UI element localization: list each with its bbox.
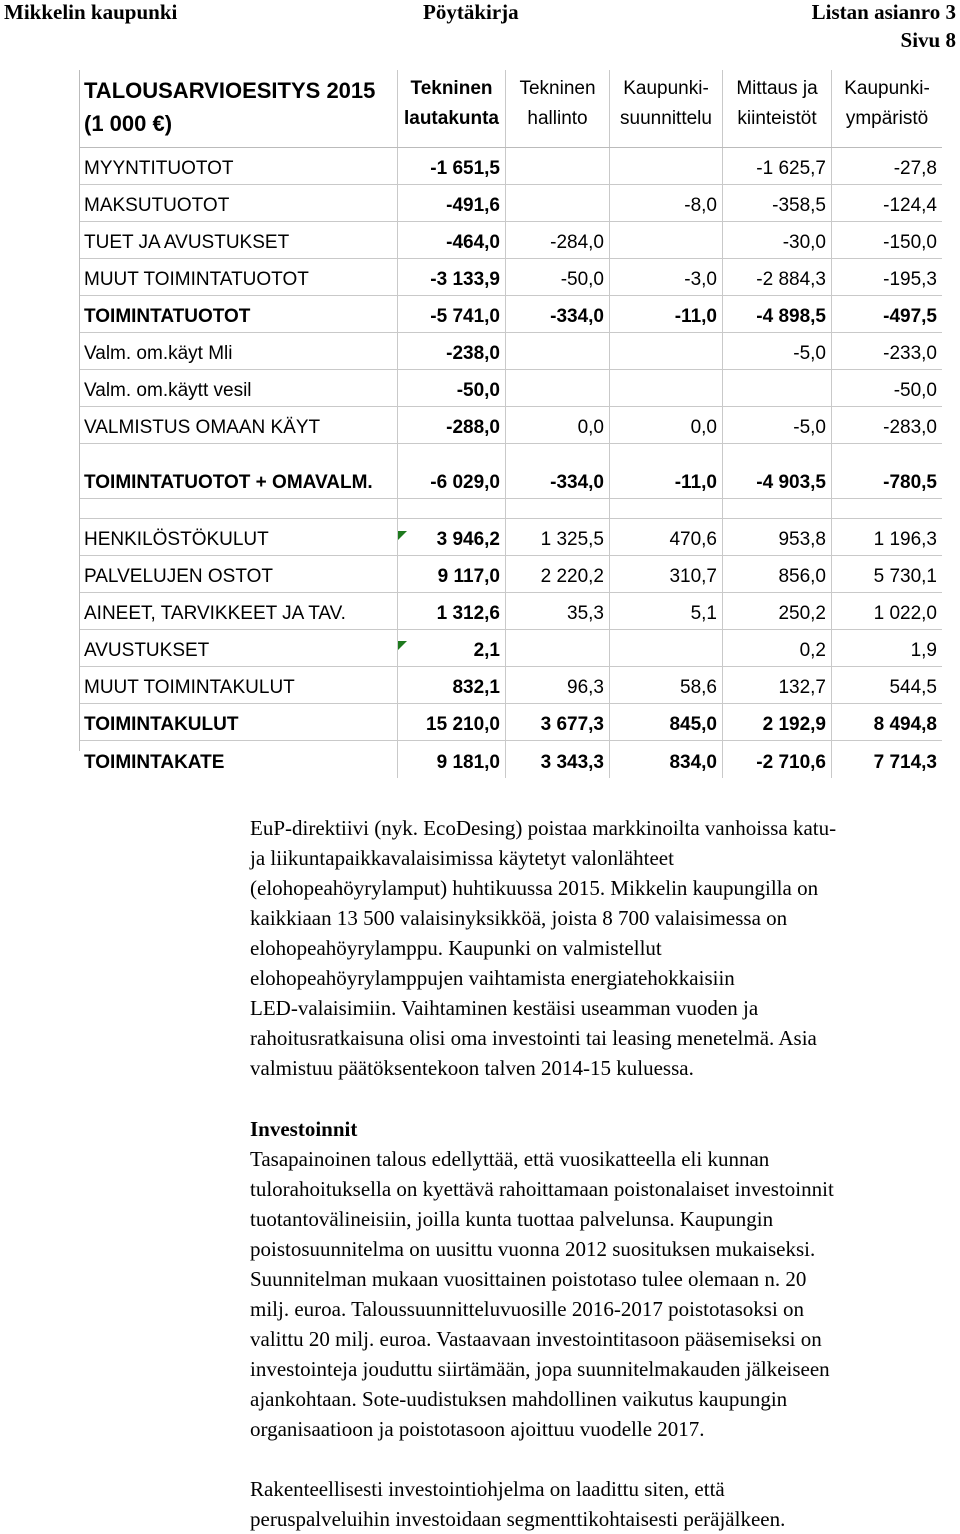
table-cell: [506, 630, 610, 666]
table-cell: 9 181,0: [398, 741, 506, 778]
table-cell: 250,2: [723, 593, 832, 629]
table-row-total: [80, 704, 942, 741]
table-cell: -30,0: [723, 222, 832, 258]
row-label: HENKILÖSTÖKULUT: [80, 519, 398, 555]
text-line: peruspalveluihin investoidaan segmenttikohtaisesti peräjälkeen.: [250, 1507, 786, 1531]
row-label: AINEET, TARVIKKEET JA TAV.: [80, 593, 398, 629]
table-cell: [610, 222, 723, 258]
table-cell: 15 210,0: [398, 704, 506, 740]
text-line: elohopeahöyrylamppujen vaihtamista energiatehokkaisiin: [250, 966, 735, 990]
table-cell: 8 494,8: [873, 714, 937, 735]
text-line: LED-valaisimiin. Vaihtaminen kestäisi useamman vuoden ja: [250, 996, 759, 1020]
text-line: tuotantovälineisiin, joilla kunta tuottaa palvelunsa. Kaupungin: [250, 1207, 774, 1231]
page-number: Sivu 8: [900, 28, 956, 52]
text-line: poistosuunnitelma on uusittu vuonna 2012 suosituksen mukaiseksi.: [250, 1237, 816, 1261]
text-line: valittu 20 milj. euroa. Vastaavaan investointitasoon pääsemiseksi on: [250, 1327, 822, 1351]
column-header-line: Kaupunki-: [844, 78, 930, 99]
table-cell: -2 710,6: [723, 741, 832, 778]
table-cell: -5 741,0: [398, 296, 506, 332]
table-cell: -5,0: [723, 333, 832, 369]
table-cell: 3 343,3: [506, 741, 610, 778]
table-cell: -195,3: [883, 269, 937, 290]
table-cell: -283,0: [883, 417, 937, 438]
table-cell: -4 903,5: [723, 444, 832, 498]
column-header-line: kiinteistöt: [737, 108, 817, 129]
table-cell: -3 133,9: [398, 259, 506, 295]
table-cell: [506, 333, 610, 369]
table-cell: -464,0: [398, 222, 506, 258]
table-cell: 3 946,2: [398, 519, 506, 555]
text-line: milj. euroa. Taloussuunnitteluvuosille 2016-2017 poistotasoksi on: [250, 1297, 805, 1321]
table-row: [80, 148, 942, 185]
cell-comment-marker-icon: [398, 641, 407, 650]
column-header: [832, 70, 942, 147]
table-row-total: [80, 741, 942, 778]
text-line: ja liikuntapaikkavalaisimissa käytetyt valonlähteet: [250, 846, 674, 870]
text-line: EuP-direktiivi (nyk. EcoDesing) poistaa markkinoilta vanhoissa katu-: [250, 816, 837, 840]
column-header-line: Mittaus ja: [736, 78, 818, 99]
table-row: [80, 407, 942, 444]
column-header-line: ympäristö: [845, 108, 929, 129]
column-header-line: hallinto: [527, 108, 588, 129]
column-header-line: lautakunta: [403, 108, 500, 129]
table-cell: 35,3: [506, 593, 610, 629]
table-spacer-row: [80, 499, 942, 519]
table-row-total: [80, 444, 942, 499]
table-cell: 5,1: [610, 593, 723, 629]
table-unit: (1 000 €): [84, 111, 173, 136]
table-cell: -8,0: [610, 185, 723, 221]
table-header-row: [80, 70, 942, 148]
table-row: [80, 630, 942, 667]
table-row: [80, 185, 942, 222]
table-cell: -238,0: [398, 333, 506, 369]
row-label: Valm. om.käyt Mli: [80, 333, 398, 369]
spacer-cell: [832, 499, 942, 518]
paragraph-structural: [250, 1474, 950, 1534]
column-header: [610, 70, 723, 147]
spacer-cell: [506, 499, 610, 518]
table-row-total: [80, 296, 942, 333]
table-cell: -50,0: [506, 259, 610, 295]
row-label: MYYNTITUOTOT: [80, 148, 398, 184]
text-line: rahoitusratkaisuna olisi oma investointi tai leasing menetelmä. Asia: [250, 1026, 817, 1050]
table-cell: -150,0: [883, 232, 937, 253]
table-row: [80, 593, 942, 630]
row-label: MUUT TOIMINTAKULUT: [80, 667, 398, 703]
column-header: [398, 70, 506, 147]
text-line: organisaatioon ja poistotasoon ajoittuu vuodelle 2017.: [250, 1417, 705, 1441]
text-line: ajankohtaan. Sote-uudistuksen mahdollinen vaikutus kaupungin: [250, 1387, 788, 1411]
table-cell: -358,5: [723, 185, 832, 221]
spacer-cell: [723, 499, 832, 518]
table-cell: 832,1: [398, 667, 506, 703]
table-cell: [610, 630, 723, 666]
table-row: [80, 333, 942, 370]
table-cell: 1 312,6: [398, 593, 506, 629]
table-cell: -284,0: [506, 222, 610, 258]
table-row: [80, 556, 942, 593]
column-header: [506, 70, 610, 147]
table-cell: 132,7: [723, 667, 832, 703]
text-line: valmistuu päätöksentekoon talven 2014-15 kuluessa.: [250, 1056, 694, 1080]
table-cell: -4 898,5: [723, 296, 832, 332]
table-cell: 2,1: [398, 630, 506, 666]
section-heading: Investoinnit: [250, 1117, 358, 1141]
table-cell: 953,8: [723, 519, 832, 555]
row-label: VALMISTUS OMAAN KÄYT: [80, 407, 398, 443]
table-cell: [506, 185, 610, 221]
paragraph-ecodesign: [250, 813, 950, 1083]
column-header: [723, 70, 832, 147]
table-cell: [610, 370, 723, 406]
table-cell: 58,6: [610, 667, 723, 703]
table-cell: 5 730,1: [873, 566, 937, 587]
table-title-text: TALOUSARVIOESITYS 2015: [84, 78, 376, 103]
table-cell: -11,0: [610, 444, 723, 498]
row-label: MAKSUTUOTOT: [80, 185, 398, 221]
table-cell: 9 117,0: [398, 556, 506, 592]
table-cell: 544,5: [889, 677, 937, 698]
text-line: investointeja jouduttu siirtämään, jopa suunnitelmakauden jälkeiseen: [250, 1357, 830, 1381]
table-cell: [610, 333, 723, 369]
table-cell: -233,0: [883, 343, 937, 364]
table-cell: -334,0: [506, 296, 610, 332]
table-cell: [610, 148, 723, 184]
row-label: MUUT TOIMINTATUOTOT: [80, 259, 398, 295]
table-row: [80, 667, 942, 704]
table-cell: -2 884,3: [723, 259, 832, 295]
text-line: Tasapainoinen talous edellyttää, että vuosikatteella eli kunnan: [250, 1147, 770, 1171]
table-cell: 2 192,9: [723, 704, 832, 740]
table-cell: -334,0: [506, 444, 610, 498]
text-line: kaikkiaan 13 500 valaisinyksikköä, joista 8 700 valaisimessa on: [250, 906, 788, 930]
table-cell: 834,0: [610, 741, 723, 778]
text-line: (elohopeahöyrylamput) huhtikuussa 2015. Mikkelin kaupungilla on: [250, 876, 819, 900]
column-header-line: suunnittelu: [620, 108, 712, 129]
row-label: TOIMINTATUOTOT: [80, 296, 398, 332]
table-cell: 0,2: [723, 630, 832, 666]
row-label: AVUSTUKSET: [80, 630, 398, 666]
paragraph-investments: [250, 1114, 950, 1444]
spacer-cell: [80, 499, 398, 518]
table-cell: 1 196,3: [873, 529, 937, 550]
list-item-number: Listan asianro 3: [811, 0, 956, 24]
table-title: [80, 70, 398, 147]
document-type: Pöytäkirja: [423, 0, 519, 24]
text-line: tulorahoituksella on kyettävä rahoittamaan poistonalaiset investoinnit: [250, 1177, 834, 1201]
table-cell: 0,0: [610, 407, 723, 443]
table-cell: [506, 148, 610, 184]
table-cell: -124,4: [883, 195, 937, 216]
table-cell: 856,0: [723, 556, 832, 592]
text-line: elohopeahöyrylamppu. Kaupunki on valmistellut: [250, 936, 662, 960]
table-cell: -497,5: [883, 306, 937, 327]
table-row: [80, 259, 942, 296]
table-cell: 845,0: [610, 704, 723, 740]
spacer-cell: [398, 499, 506, 518]
table-cell: 470,6: [610, 519, 723, 555]
table-cell: 3 677,3: [506, 704, 610, 740]
table-cell: -288,0: [398, 407, 506, 443]
organization-name: Mikkelin kaupunki: [4, 0, 178, 24]
table-cell: -27,8: [893, 158, 937, 179]
row-label: TUET JA AVUSTUKSET: [80, 222, 398, 258]
text-line: Rakenteellisesti investointiohjelma on laadittu siten, että: [250, 1477, 725, 1501]
table-cell: 0,0: [506, 407, 610, 443]
table-cell: -1 625,7: [723, 148, 832, 184]
table-row: [80, 222, 942, 259]
table-cell: [723, 370, 832, 406]
table-cell: 96,3: [506, 667, 610, 703]
table-cell: -3,0: [610, 259, 723, 295]
table-cell: 1 325,5: [506, 519, 610, 555]
cell-comment-marker-icon: [398, 531, 407, 540]
budget-table: [79, 70, 942, 773]
table-cell: -6 029,0: [398, 444, 506, 498]
table-cell: 310,7: [610, 556, 723, 592]
column-header-line: Tekninen: [410, 78, 493, 99]
table-cell: 7 714,3: [873, 752, 937, 773]
table-cell: -491,6: [398, 185, 506, 221]
table-cell: -11,0: [610, 296, 723, 332]
table-cell: [506, 370, 610, 406]
table-cell: -780,5: [883, 472, 937, 493]
row-label: Valm. om.käytt vesil: [80, 370, 398, 406]
table-cell: -5,0: [723, 407, 832, 443]
row-label: TOIMINTATUOTOT + OMAVALM.: [80, 444, 398, 498]
table-cell: 1,9: [910, 640, 937, 661]
table-cell: -50,0: [398, 370, 506, 406]
spacer-cell: [610, 499, 723, 518]
row-label: TOIMINTAKATE: [80, 741, 398, 778]
text-line: Suunnitelman mukaan vuosittainen poistotaso tulee olemaan n. 20: [250, 1267, 807, 1291]
row-label: TOIMINTAKULUT: [80, 704, 398, 740]
column-header-line: Tekninen: [519, 78, 596, 99]
table-cell: 1 022,0: [873, 603, 937, 624]
row-label: PALVELUJEN OSTOT: [80, 556, 398, 592]
table-cell: -50,0: [893, 380, 937, 401]
table-row: [80, 370, 942, 407]
table-cell: -1 651,5: [398, 148, 506, 184]
table-cell: 2 220,2: [506, 556, 610, 592]
table-row: [80, 519, 942, 556]
column-header-line: Kaupunki-: [623, 78, 709, 99]
